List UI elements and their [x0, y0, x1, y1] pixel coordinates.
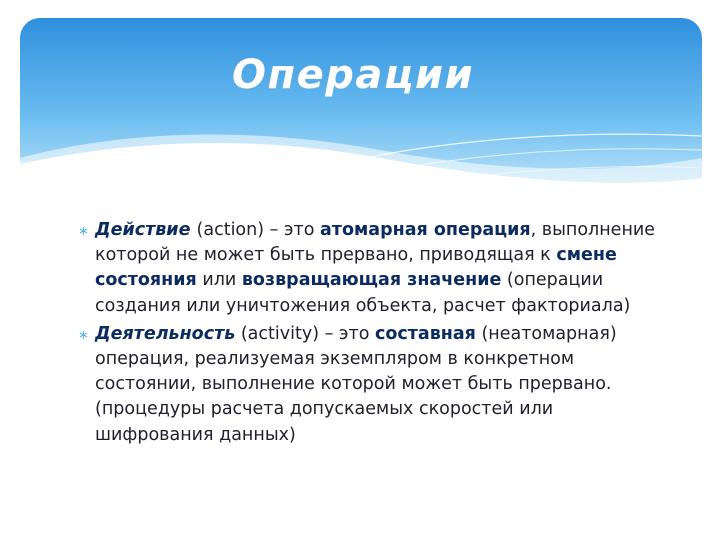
wave-background	[20, 18, 702, 198]
text-segment: (неатомарная) операция, реализуемая экземпляром в конкретном состоянии, выполнение которой может быть прервано. (процедуры расчета допускаемых скоростей или шифрования данных)	[95, 323, 617, 445]
emphasis-composite: составная	[374, 323, 476, 344]
bullet-item-action	[78, 218, 668, 319]
slide-title: Операции	[232, 52, 475, 98]
asterisk-bullet-icon: ∗	[78, 224, 89, 239]
term-activity: Деятельность	[95, 323, 236, 344]
slide-content	[78, 218, 668, 451]
text-segment: , выполнение которой не может быть прервано, приводящая к	[95, 220, 656, 266]
asterisk-bullet-icon: ∗	[78, 327, 89, 343]
emphasis-atomic-operation: атомарная операция	[320, 220, 531, 240]
header-banner	[20, 18, 702, 198]
text-segment: (операции создания или уничтожения объекта, расчет факториала)	[95, 270, 631, 316]
text-segment: или	[196, 270, 242, 291]
term-action: Действие	[95, 220, 197, 240]
bullet-item-activity	[78, 322, 668, 448]
text-segment: (activity) – это	[235, 323, 375, 344]
emphasis-state-change: смене состояния	[95, 245, 617, 291]
emphasis-returning-value: возвращающая значение	[241, 270, 502, 291]
text-segment: (action) – это	[196, 220, 320, 240]
